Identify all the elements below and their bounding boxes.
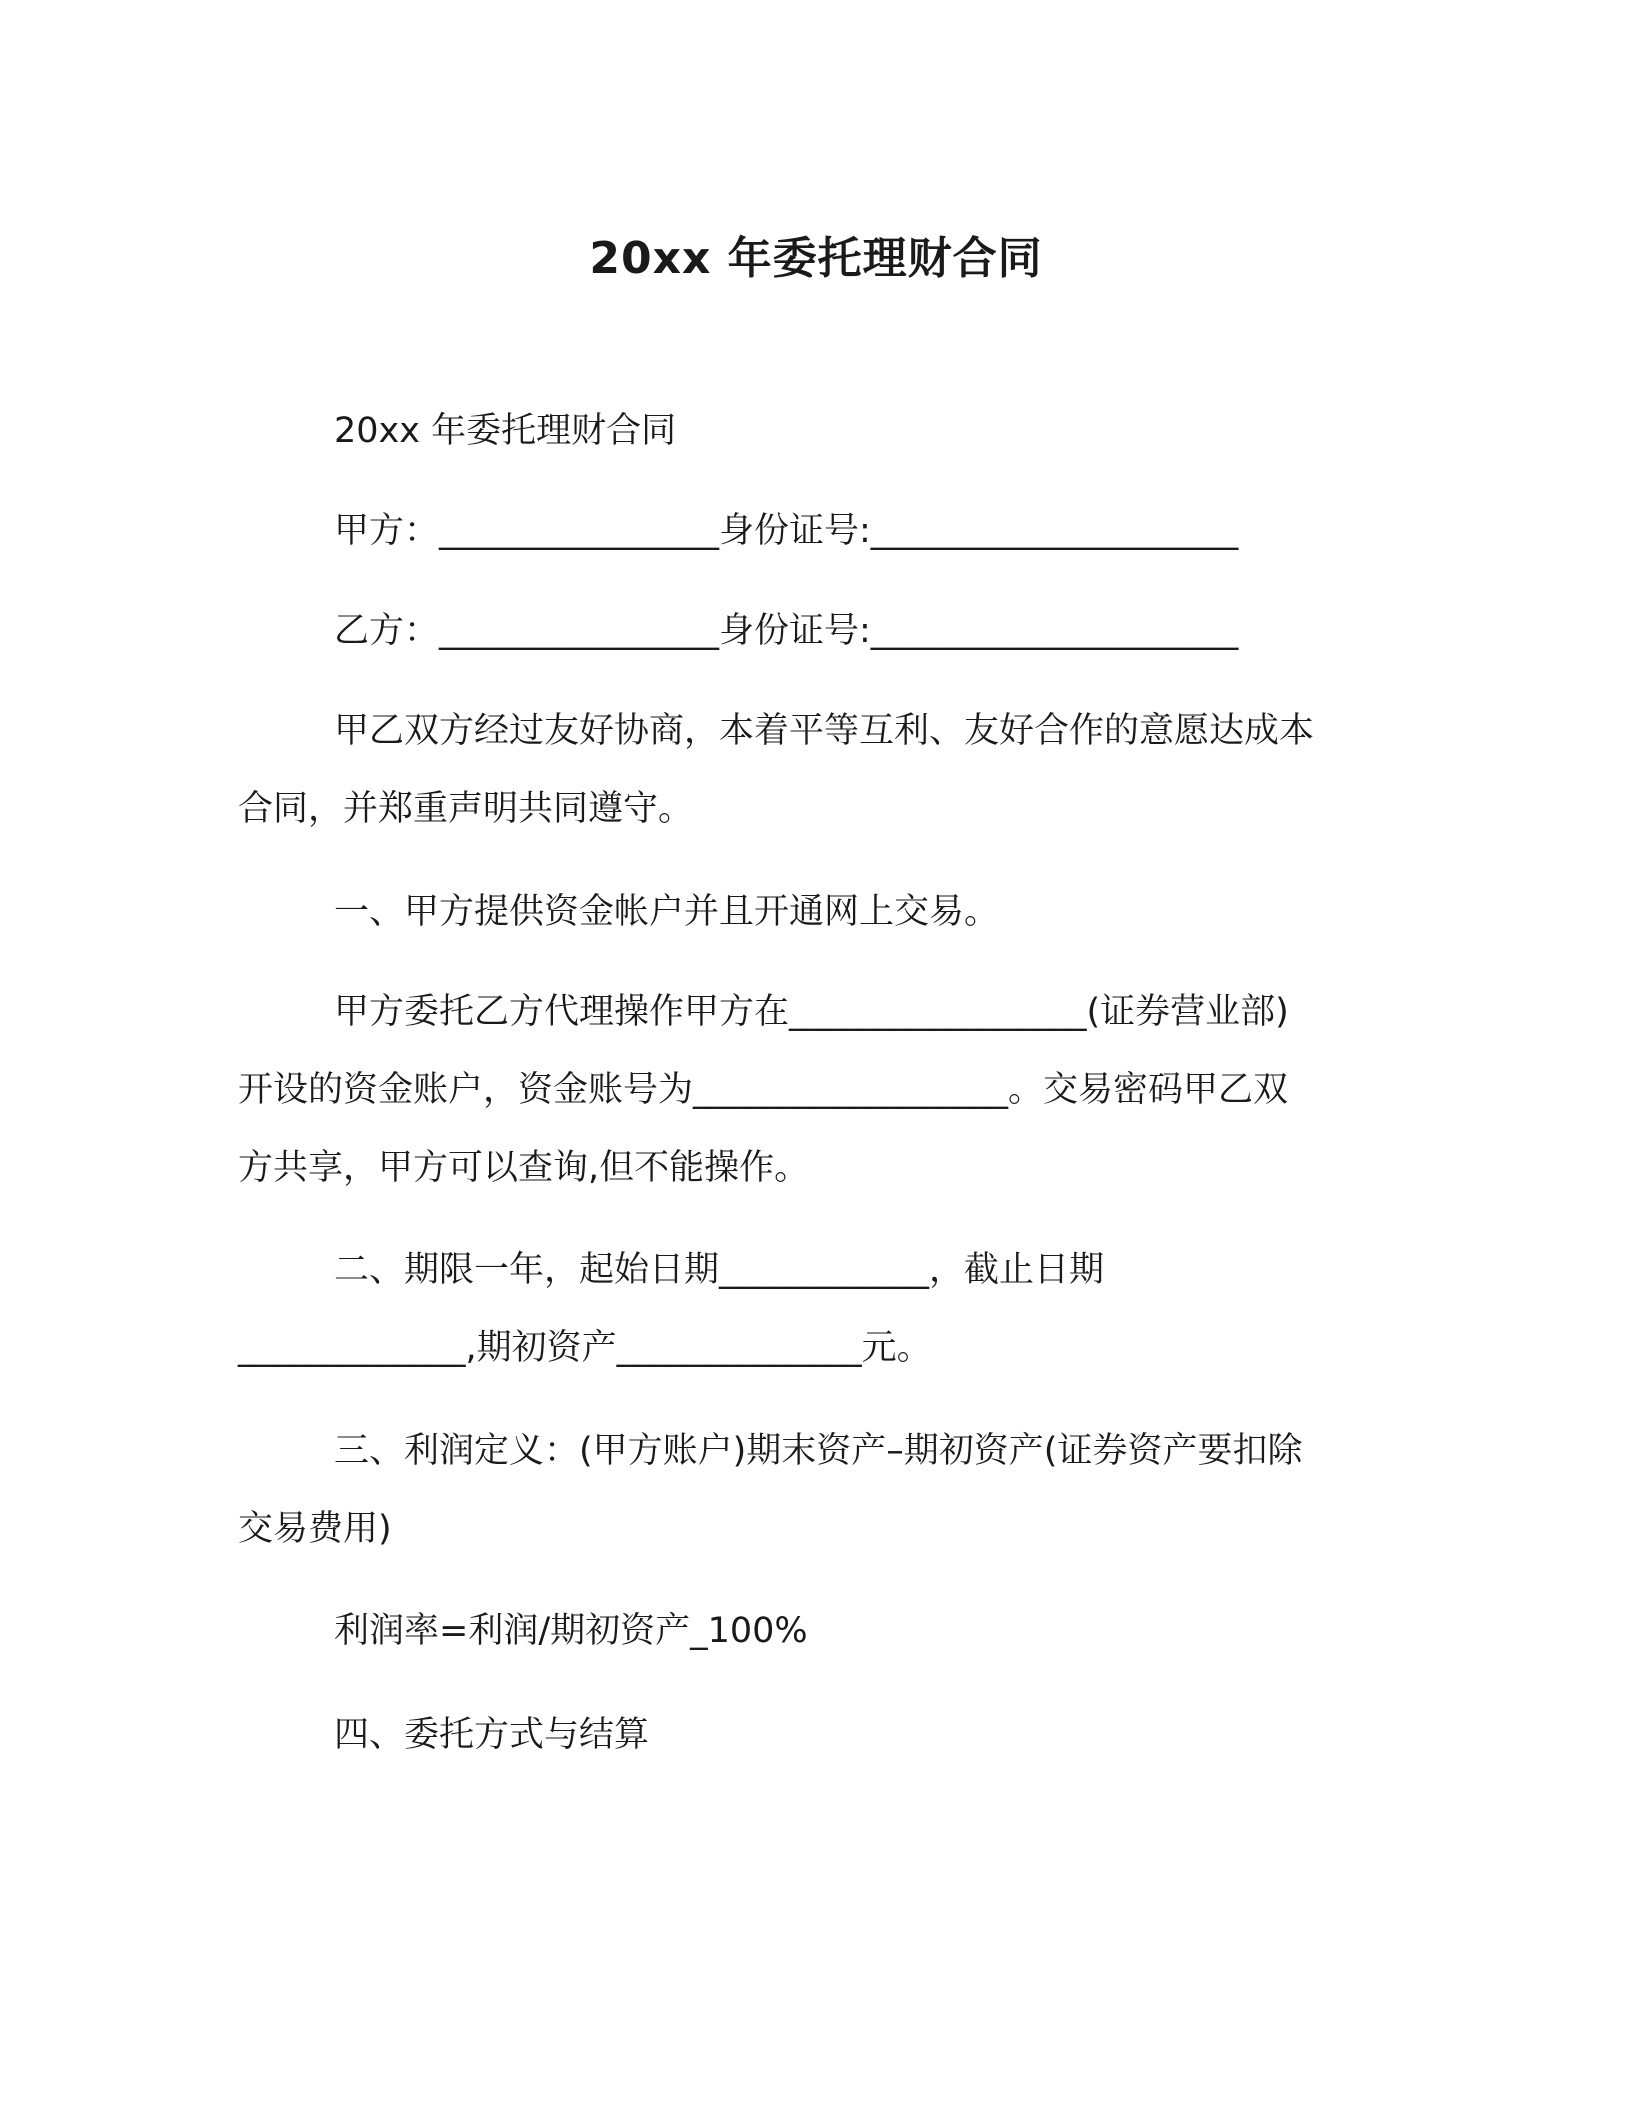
clause-4-heading-line: 四、委托方式与结算	[334, 1715, 650, 1755]
clause-1-heading-line: 一、甲方提供资金帐户并且开通网上交易。	[334, 892, 1000, 932]
party-b-line: 乙方：________________身份证号:_____________________	[334, 611, 1239, 651]
clause-4-heading-paragraph	[238, 1696, 1388, 1774]
document-title: 20xx 年委托理财合同	[589, 233, 1043, 284]
clause-2-paragraph	[238, 1231, 1388, 1387]
subtitle-line: 20xx 年委托理财合同	[334, 411, 677, 451]
party-a-line: 甲方：________________身份证号:_____________________	[334, 511, 1239, 551]
profit-rate-line: 利润率=利润/期初资产_100%	[334, 1611, 808, 1651]
clause-1-body-line-1: 甲方委托乙方代理操作甲方在_________________(证券营业部)	[334, 992, 1289, 1032]
party-a-paragraph	[238, 492, 1388, 570]
clause-1-body-line-2: 开设的资金账户，资金账号为__________________。交易密码甲乙双	[238, 1070, 1289, 1110]
clause-1-heading-paragraph	[238, 873, 1388, 951]
clause-3-line-2: 交易费用)	[238, 1509, 392, 1549]
preamble-line-2: 合同，并郑重声明共同遵守。	[238, 789, 694, 829]
subtitle-paragraph	[238, 392, 1388, 470]
clause-1-body-line-3: 方共享，甲方可以查询,但不能操作。	[238, 1148, 810, 1188]
clause-3-line-1: 三、利润定义：(甲方账户)期末资产–期初资产(证券资产要扣除	[334, 1431, 1303, 1471]
preamble-paragraph	[238, 692, 1388, 848]
profit-rate-paragraph	[238, 1592, 1388, 1670]
party-b-paragraph	[238, 592, 1388, 670]
clause-2-line-1: 二、期限一年，起始日期____________，截止日期	[334, 1250, 1105, 1290]
clause-2-line-2: _____________,期初资产______________元。	[238, 1328, 932, 1368]
clause-1-body-paragraph	[238, 973, 1388, 1207]
clause-3-paragraph	[238, 1412, 1388, 1568]
preamble-line-1: 甲乙双方经过友好协商，本着平等互利、友好合作的意愿达成本	[334, 711, 1315, 751]
